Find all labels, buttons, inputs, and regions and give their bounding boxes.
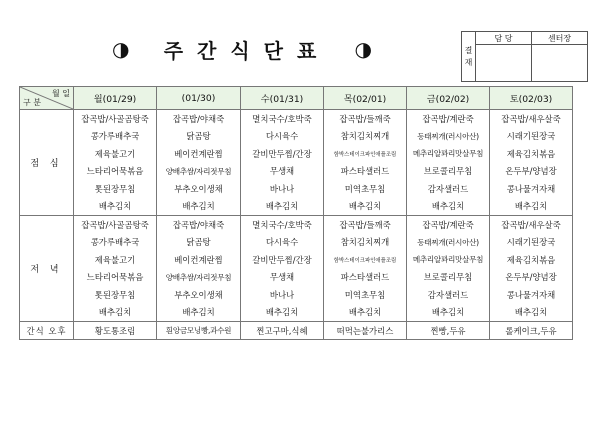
title-text: 주간식단표 bbox=[163, 38, 331, 63]
lunch-row bbox=[20, 163, 573, 181]
menu-cell: 멸치국수/호박죽 bbox=[241, 216, 324, 234]
dinner-label: 저 녁 bbox=[20, 216, 74, 322]
menu-cell: 양배추쌈/자리젓무침 bbox=[157, 269, 241, 287]
menu-cell: 베이컨계란찜 bbox=[157, 145, 241, 163]
menu-cell: 잡곡밥/새우살죽 bbox=[490, 110, 573, 128]
lunch-row bbox=[20, 145, 573, 163]
lunch-label: 점 심 bbox=[20, 110, 74, 216]
menu-cell: 배추김치 bbox=[324, 198, 407, 216]
dinner-row bbox=[20, 269, 573, 287]
menu-cell: 브로콜리무침 bbox=[407, 269, 490, 287]
approval-box bbox=[461, 31, 588, 82]
menu-cell: 미역초무침 bbox=[324, 286, 407, 304]
menu-cell: 배추김치 bbox=[490, 304, 573, 322]
approval-label-text: 결 재 bbox=[464, 45, 473, 67]
dinner-row bbox=[20, 216, 573, 234]
menu-cell: 배추김치 bbox=[74, 304, 157, 322]
menu-cell: 제육불고기 bbox=[74, 145, 157, 163]
menu-cell: 동태찌개(러시아산) bbox=[407, 128, 490, 146]
menu-cell: 잡곡밥/야채죽 bbox=[157, 110, 241, 128]
snack-label: 간식 오후 bbox=[20, 322, 74, 340]
menu-cell: 메추리알꽈리맛살무침 bbox=[407, 145, 490, 163]
menu-cell: 콩가루배추국 bbox=[74, 234, 157, 252]
weekly-menu-table bbox=[19, 86, 573, 340]
menu-cell: 찐빵,두유 bbox=[407, 322, 490, 340]
menu-cell: 콩나물겨자채 bbox=[490, 180, 573, 198]
day-header: 수(01/31) bbox=[241, 87, 324, 110]
menu-cell: 다시육수 bbox=[241, 234, 324, 252]
menu-cell: 미역초무침 bbox=[324, 180, 407, 198]
lunch-section bbox=[20, 110, 573, 216]
menu-cell: 부추오이생채 bbox=[157, 286, 241, 304]
corner-date-label: 월 일 bbox=[52, 89, 70, 98]
menu-cell: 온두부/양념장 bbox=[490, 269, 573, 287]
menu-cell: 배추김치 bbox=[407, 198, 490, 216]
menu-cell: 잡곡밥/야채죽 bbox=[157, 216, 241, 234]
menu-cell: 시래기된장국 bbox=[490, 234, 573, 252]
approval-sign-director[interactable] bbox=[532, 45, 588, 82]
half-circle-icon-left: ◑ bbox=[112, 37, 130, 61]
menu-cell: 배추김치 bbox=[157, 304, 241, 322]
menu-cell: 배추김치 bbox=[74, 198, 157, 216]
half-circle-icon-right: ◑ bbox=[354, 37, 372, 61]
menu-cell: 바나나 bbox=[241, 180, 324, 198]
menu-cell: 무생채 bbox=[241, 163, 324, 181]
menu-cell: 파스타샐러드 bbox=[324, 269, 407, 287]
menu-cell: 함박스테이크파인애플조림 bbox=[324, 251, 407, 269]
menu-cell: 배추김치 bbox=[490, 198, 573, 216]
menu-cell: 메추리알꽈리맛살무침 bbox=[407, 251, 490, 269]
menu-cell: 닭곰탕 bbox=[157, 234, 241, 252]
corner-category-label: 구 분 bbox=[23, 98, 41, 107]
menu-cell: 참치김치찌개 bbox=[324, 234, 407, 252]
lunch-row bbox=[20, 128, 573, 146]
lunch-row bbox=[20, 198, 573, 216]
menu-cell: 흰앙금모닝빵,과수원 bbox=[157, 322, 241, 340]
menu-cell: 함박스테이크파인애플조림 bbox=[324, 145, 407, 163]
menu-cell: 다시육수 bbox=[241, 128, 324, 146]
menu-cell: 갈비만두찜/간장 bbox=[241, 251, 324, 269]
menu-cell: 감자샐러드 bbox=[407, 180, 490, 198]
menu-cell: 톳된장무침 bbox=[74, 286, 157, 304]
menu-cell: 잡곡밥/계란죽 bbox=[407, 216, 490, 234]
day-header: 금(02/02) bbox=[407, 87, 490, 110]
menu-cell: 배추김치 bbox=[241, 198, 324, 216]
day-header: 목(02/01) bbox=[324, 87, 407, 110]
menu-cell: 느타리어묵볶음 bbox=[74, 163, 157, 181]
menu-cell: 브로콜리무침 bbox=[407, 163, 490, 181]
menu-cell: 콩나물겨자채 bbox=[490, 286, 573, 304]
menu-cell: 배추김치 bbox=[407, 304, 490, 322]
menu-cell: 잡곡밥/계란죽 bbox=[407, 110, 490, 128]
menu-cell: 바나나 bbox=[241, 286, 324, 304]
menu-cell: 잡곡밥/사골곰탕죽 bbox=[74, 216, 157, 234]
day-header: 월(01/29) bbox=[74, 87, 157, 110]
menu-cell: 양배추쌈/자리젓무침 bbox=[157, 163, 241, 181]
menu-cell: 파스타샐러드 bbox=[324, 163, 407, 181]
dinner-row bbox=[20, 304, 573, 322]
menu-cell: 동태찌개(러시아산) bbox=[407, 234, 490, 252]
day-header-row bbox=[20, 87, 573, 110]
approval-col-staff: 담 당 bbox=[476, 32, 532, 45]
corner-cell bbox=[20, 87, 74, 110]
menu-cell: 참치김치찌개 bbox=[324, 128, 407, 146]
approval-col-director: 센터장 bbox=[532, 32, 588, 45]
menu-cell: 느타리어묵볶음 bbox=[74, 269, 157, 287]
menu-cell: 롤케이크,두유 bbox=[490, 322, 573, 340]
menu-cell: 잡곡밥/들깨죽 bbox=[324, 110, 407, 128]
menu-cell: 제육김치볶음 bbox=[490, 251, 573, 269]
menu-cell: 톳된장무침 bbox=[74, 180, 157, 198]
approval-sign-staff[interactable] bbox=[476, 45, 532, 82]
snack-row bbox=[20, 322, 573, 340]
menu-cell: 시래기된장국 bbox=[490, 128, 573, 146]
menu-cell: 배추김치 bbox=[324, 304, 407, 322]
menu-cell: 잡곡밥/들깨죽 bbox=[324, 216, 407, 234]
dinner-row bbox=[20, 251, 573, 269]
snack-section bbox=[20, 322, 573, 340]
day-header: 토(02/03) bbox=[490, 87, 573, 110]
menu-cell: 무생채 bbox=[241, 269, 324, 287]
lunch-row bbox=[20, 110, 573, 128]
menu-cell: 떠먹는불가리스 bbox=[324, 322, 407, 340]
menu-cell: 찐고구마,식혜 bbox=[241, 322, 324, 340]
menu-cell: 멸치국수/호박죽 bbox=[241, 110, 324, 128]
menu-cell: 콩가루배추국 bbox=[74, 128, 157, 146]
menu-cell: 잡곡밥/새우살죽 bbox=[490, 216, 573, 234]
approval-label bbox=[462, 32, 476, 82]
menu-cell: 배추김치 bbox=[241, 304, 324, 322]
menu-cell: 잡곡밥/사골곰탕죽 bbox=[74, 110, 157, 128]
menu-cell: 제육김치볶음 bbox=[490, 145, 573, 163]
menu-cell: 온두부/양념장 bbox=[490, 163, 573, 181]
lunch-row bbox=[20, 180, 573, 198]
menu-cell: 제육불고기 bbox=[74, 251, 157, 269]
menu-cell: 배추김치 bbox=[157, 198, 241, 216]
menu-cell: 황도통조림 bbox=[74, 322, 157, 340]
dinner-row bbox=[20, 234, 573, 252]
day-header: (01/30) bbox=[157, 87, 241, 110]
menu-cell: 감자샐러드 bbox=[407, 286, 490, 304]
menu-cell: 베이컨계란찜 bbox=[157, 251, 241, 269]
menu-cell: 닭곰탕 bbox=[157, 128, 241, 146]
menu-cell: 갈비만두찜/간장 bbox=[241, 145, 324, 163]
dinner-section bbox=[20, 216, 573, 322]
page-title bbox=[112, 34, 372, 64]
menu-cell: 부추오이생채 bbox=[157, 180, 241, 198]
dinner-row bbox=[20, 286, 573, 304]
